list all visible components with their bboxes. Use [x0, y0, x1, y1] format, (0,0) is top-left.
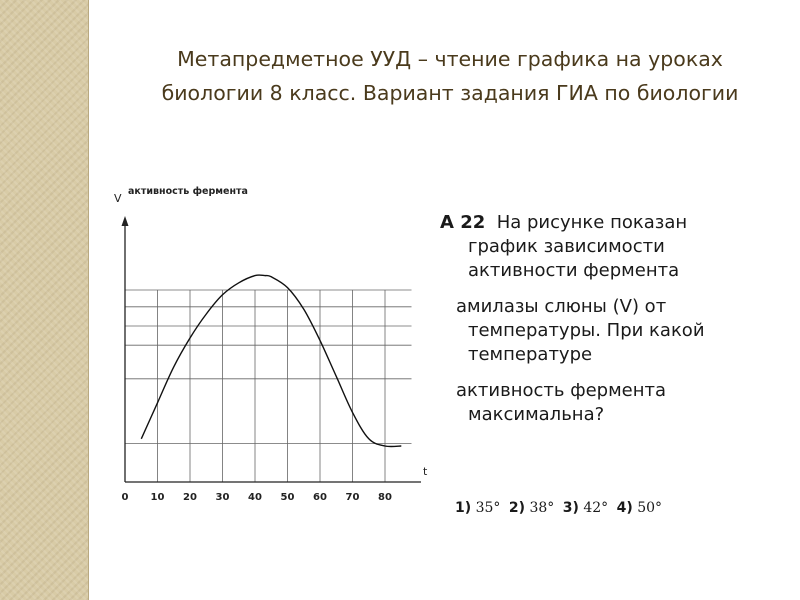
question-text-1: На рисунке показан	[496, 212, 688, 233]
answer-num-2: 2)	[508, 500, 526, 516]
answer-text-3: 42°	[583, 500, 609, 516]
answer-option-3[interactable]	[563, 500, 608, 516]
title-line-2: биологии 8 класс. Вариант задания ГИА по биологии	[161, 81, 739, 105]
answer-option-4[interactable]	[617, 500, 662, 516]
answer-num-3: 3)	[562, 500, 579, 516]
chart-axes	[114, 186, 428, 482]
x-tick-label-80: 80	[378, 492, 392, 503]
answer-text-4: 50°	[637, 500, 663, 516]
x-tick-label-20: 20	[183, 492, 197, 503]
question-line-4: амилазы слюны (V) от	[456, 296, 667, 317]
x-axis-label: t	[423, 465, 428, 478]
question-number: А 22	[440, 212, 486, 233]
answer-text-1: 35°	[475, 500, 501, 516]
x-tick-label-60: 60	[313, 492, 327, 503]
decorative-side-stripe	[0, 0, 88, 600]
y-axis-symbol: V	[114, 192, 122, 205]
x-tick-labels	[122, 492, 392, 503]
answer-option-2[interactable]	[509, 500, 554, 516]
answer-option-1[interactable]	[455, 500, 500, 516]
answer-text-2: 38°	[529, 500, 555, 516]
activity-curve-1	[141, 275, 401, 447]
question-line-2: график зависимости	[468, 236, 665, 257]
y-axis-arrow	[122, 216, 129, 226]
enzyme-activity-chart	[105, 180, 435, 510]
question-line-1	[440, 211, 770, 235]
question-line-8: максимальна?	[468, 404, 605, 425]
chart-grid	[125, 290, 412, 482]
answer-num-1: 1)	[455, 500, 472, 516]
x-tick-label-10: 10	[150, 492, 165, 503]
x-tick-label-70: 70	[345, 492, 360, 503]
answer-num-4: 4)	[616, 500, 633, 516]
x-tick-label-30: 30	[215, 492, 230, 503]
chart-series	[141, 275, 401, 447]
answer-options	[455, 500, 666, 516]
y-axis-label: активность фермента	[128, 186, 248, 197]
question-line-3: активности фермента	[468, 260, 680, 281]
title-line-1: Метапредметное УУД – чтение графика на уроках	[177, 47, 723, 71]
x-tick-label-50: 50	[280, 492, 295, 503]
question-line-5: температуры. При какой	[468, 320, 705, 341]
x-tick-label-40: 40	[248, 492, 262, 503]
x-tick-label-0: 0	[121, 492, 129, 503]
question-line-6: температуре	[468, 344, 593, 365]
decorative-divider	[88, 0, 89, 600]
question-block	[440, 211, 770, 427]
slide-title	[130, 42, 770, 110]
question-line-7: активность фермента	[456, 380, 667, 401]
